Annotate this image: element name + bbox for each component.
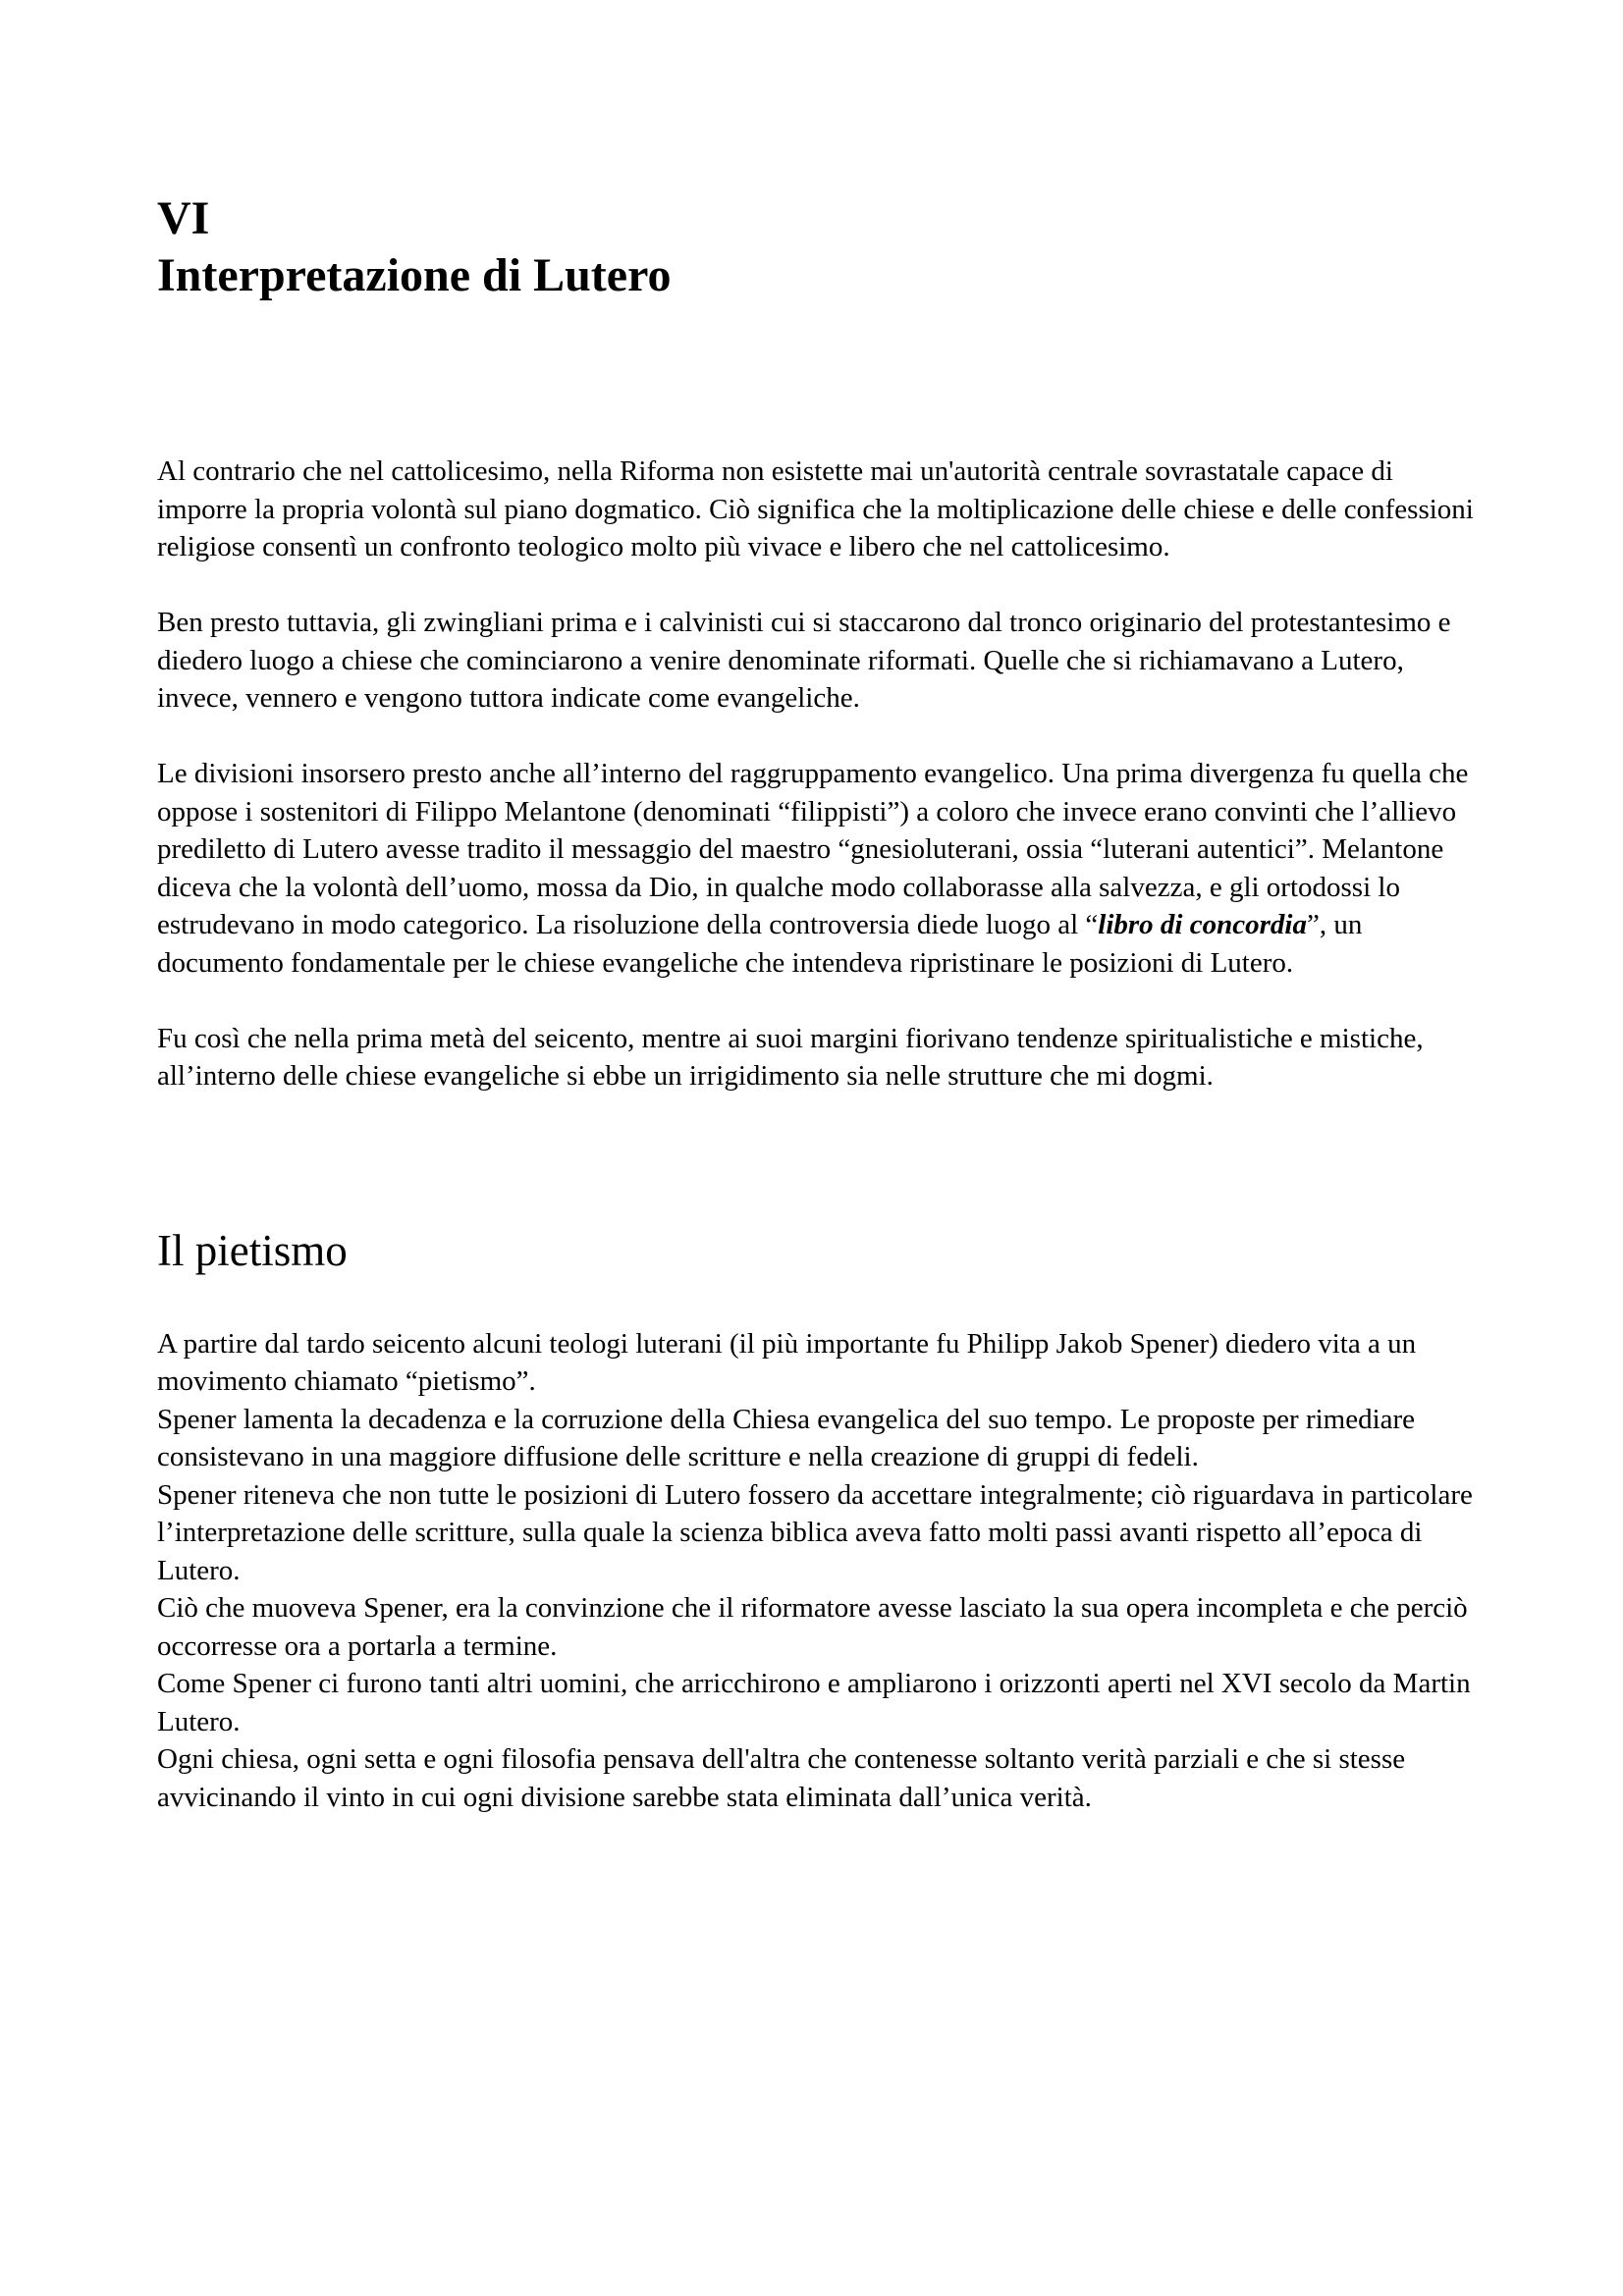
paragraph-3-text-before: Le divisioni insorsero presto anche all’interno del raggruppamento evangelico. Una prima divergenza fu quella che oppose i sostenitori di Filippo Melantone (denominati “filippisti”) a coloro che invece erano convinti che l’allievo prediletto di Lutero avesse tradito il messaggio del maestro “gnesioluterani, ossia “luterani autentici”. Melantone diceva che la volontà dell’uomo, mossa da Dio, in qualche modo collaborasse alla salvezza, e gli ortodossi lo estrudevano in modo categorico. La risoluzione della controversia diede luogo al “ [157,758,1469,940]
paragraph-4: Fu così che nella prima metà del seicento, mentre ai suoi margini fiorivano tendenze spiritualistiche e mistiche, all’interno delle chiese evangeliche si ebbe un irrigidimento sia nelle strutture che mi dogmi. [157,1022,1424,1092]
section-body [157,1325,1483,1817]
section-line-5: Come Spener ci furono tanti altri uomini, che arricchirono e ampliarono i orizzonti aperti nel XVI secolo da Martin Lutero. [157,1668,1471,1737]
section-line-4: Ciò che muoveva Spener, era la convinzione che il riformatore avesse lasciato la sua opera incompleta e che perciò occorresse ora a portarla a termine. [157,1592,1468,1662]
section-line-3: Spener riteneva che non tutte le posizioni di Lutero fossero da accettare integralmente; ciò riguardava in particolare l’interpretazione delle scritture, sulla quale la scienza biblica aveva fatto molti passi avanti rispetto all’epoca di Lutero. [157,1478,1473,1586]
paragraph-3 [157,755,1483,982]
section-line-1: A partire dal tardo seicento alcuni teologi luterani (il più importante fu Philipp Jakob Spener) diedero vita a un movimento chiamato “pietismo”. [157,1327,1417,1397]
section-title: Il pietismo [157,1225,348,1275]
paragraph-2: Ben presto tuttavia, gli zwingliani prima e i calvinisti cui si staccarono dal tronco originario del protestantesimo e diedero luogo a chiese che cominciarono a venire denominate riformati. Quelle che si richiamavano a Lutero, invece, vennero e vengono tuttora indicate come evangeliche. [157,607,1451,714]
chapter-number: VI [157,192,210,244]
paragraph-1: Al contrario che nel cattolicesimo, nella Riforma non esistette mai un'autorità centrale sovrastatale capace di imporre la propria volontà sul piano dogmatico. Ciò significa che la moltiplicazione delle chiese e delle confessioni religiose consentì un confronto teologico molto più vivace e libero che nel cattolicesimo. [157,455,1474,562]
book-title-emphasis: libro di concordia [1098,909,1307,940]
chapter-title: Interpretazione di Lutero [157,249,672,301]
paragraph-3-text-after: ”, un documento fondamentale per le chiese evangeliche che intendeva ripristinare le posizioni di Lutero. [157,909,1363,979]
section-line-2: Spener lamenta la decadenza e la corruzione della Chiesa evangelica del suo tempo. Le proposte per rimediare consistevano in una maggiore diffusione delle scritture e nella creazione di gruppi di fedeli. [157,1403,1416,1472]
section-line-6: Ogni chiesa, ogni setta e ogni filosofia pensava dell'altra che contenesse soltanto verità parziali e che si stesse avvicinando il vinto in cui ogni divisione sarebbe stata eliminata dall’unica verità. [157,1743,1406,1813]
document-page [157,191,1483,1816]
